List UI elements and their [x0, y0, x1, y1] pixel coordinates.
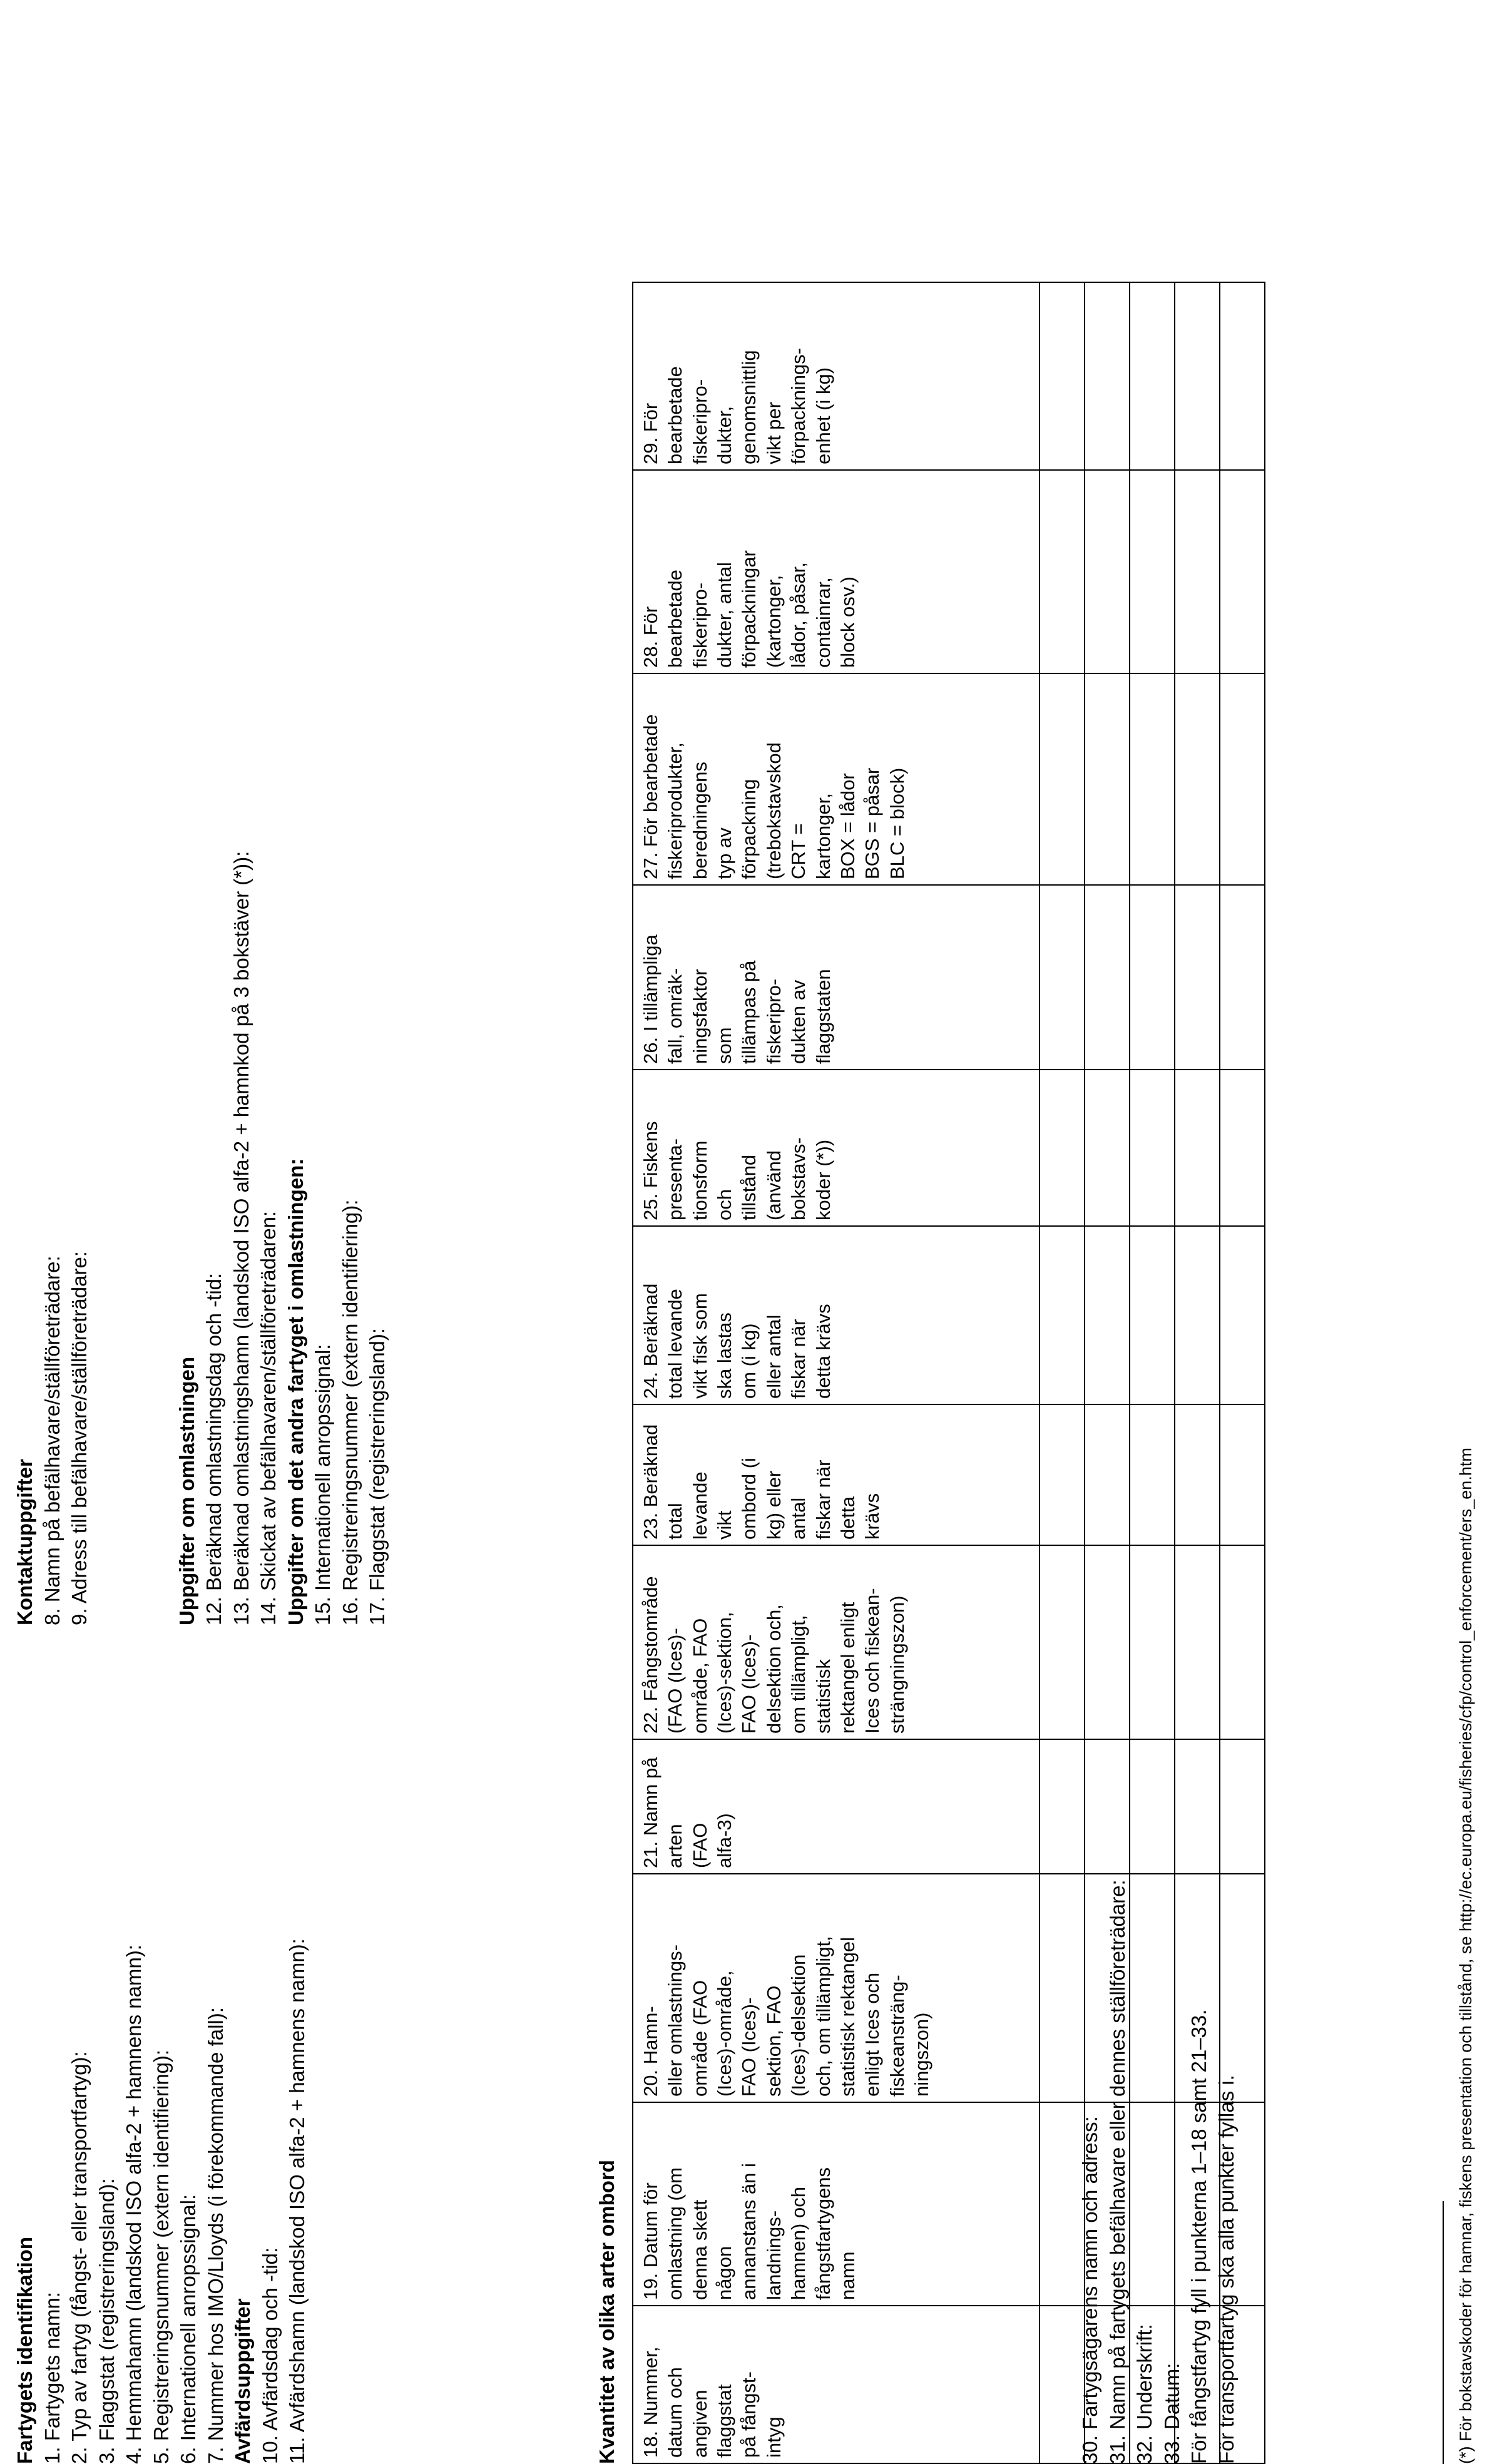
section-heading-departure: Avfärdsuppgifter — [231, 2298, 255, 2464]
table-cell[interactable] — [1220, 282, 1265, 470]
table-cell[interactable] — [1085, 1070, 1130, 1226]
column-header-19: 19. Datum för omlastning (om denna skett någon annanstans än i landnings- hamnen) och fångstfartygens namn — [633, 2102, 1040, 2306]
footnote: (*) För bokstavskoder för hamnar, fiskens presentation och tillstånd, se http://ec.europa.eu/fisheries/cfp/control_enforcement/ers_en.htm — [1456, 1448, 1475, 2464]
instruction-transport-vessel: För transportfartyg ska alla punkter fyllas i. — [1214, 2075, 1238, 2464]
field-registration-number: 5. Registreringsnummer (extern identifiering): — [149, 2049, 173, 2464]
column-header-29: 29. För bearbetade fiskeripro- dukter, genomsnittlig vikt per förpacknings- enhet (i kg) — [633, 282, 1040, 470]
table-header-row — [633, 282, 1040, 2463]
table-cell[interactable] — [1040, 282, 1085, 470]
column-header-27: 27. För bearbetade fiskeriprodukter, beredningens typ av förpackning (trebokstavskod CRT = kartonger, BOX = lådor BGS = påsar BLC = block) — [633, 673, 1040, 885]
column-header-28: 28. För bearbetade fiskeripro- dukter, antal förpackningar (kartonger, lådor, påsar, containrar, block osv.) — [633, 470, 1040, 673]
vessel-info-block — [11, 1588, 311, 2464]
field-home-port: 4. Hemmahamn (landskod ISO alfa-2 + hamnens namn): — [122, 1945, 146, 2464]
field-vessel-name: 1. Fartygets namn: — [40, 2291, 64, 2464]
table-cell[interactable] — [1175, 470, 1220, 673]
table-cell[interactable] — [1220, 470, 1265, 673]
table-cell[interactable] — [1040, 470, 1085, 673]
field-other-call-sign: 15. Internationell anropssignal: — [311, 1344, 335, 1625]
column-header-20: 20. Hamn- eller omlastnings- område (FAO (Ices)-område, FAO (Ices)- sektion, FAO (Ices)-delsektion och, om tillämpligt, statistisk rektangel enligt Ices och fiskeansträng- ningszon) — [633, 1874, 1040, 2102]
table-cell[interactable] — [1130, 673, 1175, 885]
field-sent-by: 14. Skickat av befälhavaren/ställföreträdaren: — [257, 1210, 280, 1625]
field-transhipment-port: 13. Beräknad omlastningshamn (landskod ISO alfa-2 + hamnkod på 3 bokstäver (*)): — [229, 851, 253, 1625]
table-cell[interactable] — [1175, 885, 1220, 1070]
field-date: 33. Datum: — [1160, 2363, 1183, 2464]
table-cell[interactable] — [1220, 885, 1265, 1070]
contact-transhipment-block — [11, 61, 391, 1625]
table-cell[interactable] — [1085, 673, 1130, 885]
field-signature: 32. Underskrift: — [1133, 2324, 1157, 2464]
table-cell[interactable] — [1085, 470, 1130, 673]
section-heading-vessel-identification: Fartygets identifikation — [13, 2236, 36, 2464]
table-cell[interactable] — [1175, 673, 1220, 885]
signature-block — [1076, 1212, 1240, 2464]
table-cell[interactable] — [1040, 673, 1085, 885]
column-header-24: 24. Beräknad total levande vikt fisk som ska lastas om (i kg) eller antal fiskar när detta krävs — [633, 1226, 1040, 1404]
field-transhipment-date: 12. Beräknad omlastningsdag och -tid: — [202, 1272, 226, 1625]
field-master-address: 9. Adress till befälhavare/ställföreträdare: — [68, 1251, 91, 1625]
column-header-21: 21. Namn på arten (FAO alfa-3) — [633, 1739, 1040, 1874]
section-heading-contact: Kontaktuppgifter — [13, 1459, 36, 1625]
table-cell[interactable] — [1175, 282, 1220, 470]
column-header-23: 23. Beräknad total levande vikt ombord (i kg) eller antal fiskar när detta krävs — [633, 1404, 1040, 1545]
section-heading-quantities: Kvantitet av olika arter ombord — [595, 2160, 618, 2464]
table-cell[interactable] — [1085, 282, 1130, 470]
table-cell[interactable] — [1175, 1070, 1220, 1226]
table-cell[interactable] — [1220, 1070, 1265, 1226]
field-other-flag-state: 17. Flaggstat (registreringsland): — [365, 1327, 389, 1625]
table-cell[interactable] — [1130, 282, 1175, 470]
field-departure-port: 11. Avfärdshamn (landskod ISO alfa-2 + hamnens namn): — [285, 1938, 309, 2464]
section-heading-other-vessel: Uppgifter om det andra fartyget i omlastningen: — [284, 1158, 307, 1625]
field-flag-state: 3. Flaggstat (registreringsland): — [95, 2178, 118, 2464]
field-master-or-representative: 31. Namn på fartygets befälhavare eller dennes ställföreträdare: — [1105, 1879, 1129, 2464]
column-header-18: 18. Nummer, datum och angiven flaggstat på fångst- intyg — [633, 2306, 1040, 2463]
section-heading-transhipment: Uppgifter om omlastningen — [175, 1357, 198, 1625]
table-cell[interactable] — [1085, 885, 1130, 1070]
table-cell[interactable] — [1130, 1070, 1175, 1226]
field-owner-name-address: 30. Fartygsägarens namn och adress: — [1078, 2116, 1101, 2464]
field-other-registration: 16. Registreringsnummer (extern identifiering): — [338, 1199, 362, 1625]
field-imo-number: 7. Nummer hos IMO/Lloyds (i förekommande fall): — [203, 2007, 227, 2464]
instruction-catching-vessel: För fångstfartyg fyll i punkterna 1–18 samt 21–33. — [1187, 2009, 1211, 2464]
field-call-sign: 6. Internationell anropssignal: — [176, 2194, 200, 2464]
field-master-name: 8. Namn på befälhavare/ställföreträdare: — [40, 1255, 64, 1625]
field-vessel-type: 2. Typ av fartyg (fångst- eller transportfartyg): — [68, 2051, 91, 2464]
column-header-22: 22. Fångstområde (FAO (Ices)- område, FAO (Ices)-sektion, FAO (Ices)- delsektion och, om tillämpligt, statistisk rektangel enligt Ices och fiskean- strängningszon) — [633, 1545, 1040, 1739]
table-cell[interactable] — [1130, 885, 1175, 1070]
footnote-divider — [1443, 2201, 1444, 2464]
column-header-26: 26. I tillämpliga fall, omräk- ningsfaktor som tillämpas på fiskeripro- dukten av flaggstaten — [633, 885, 1040, 1070]
column-header-25: 25. Fiskens presenta- tionsform och tillstånd (använd bokstavs- koder (*)) — [633, 1070, 1040, 1226]
field-departure-date: 10. Avfärdsdag och -tid: — [258, 2247, 282, 2464]
table-cell[interactable] — [1130, 470, 1175, 673]
spacer — [93, 61, 173, 1625]
table-cell[interactable] — [1040, 885, 1085, 1070]
table-cell[interactable] — [1220, 673, 1265, 885]
table-cell[interactable] — [1040, 1070, 1085, 1226]
